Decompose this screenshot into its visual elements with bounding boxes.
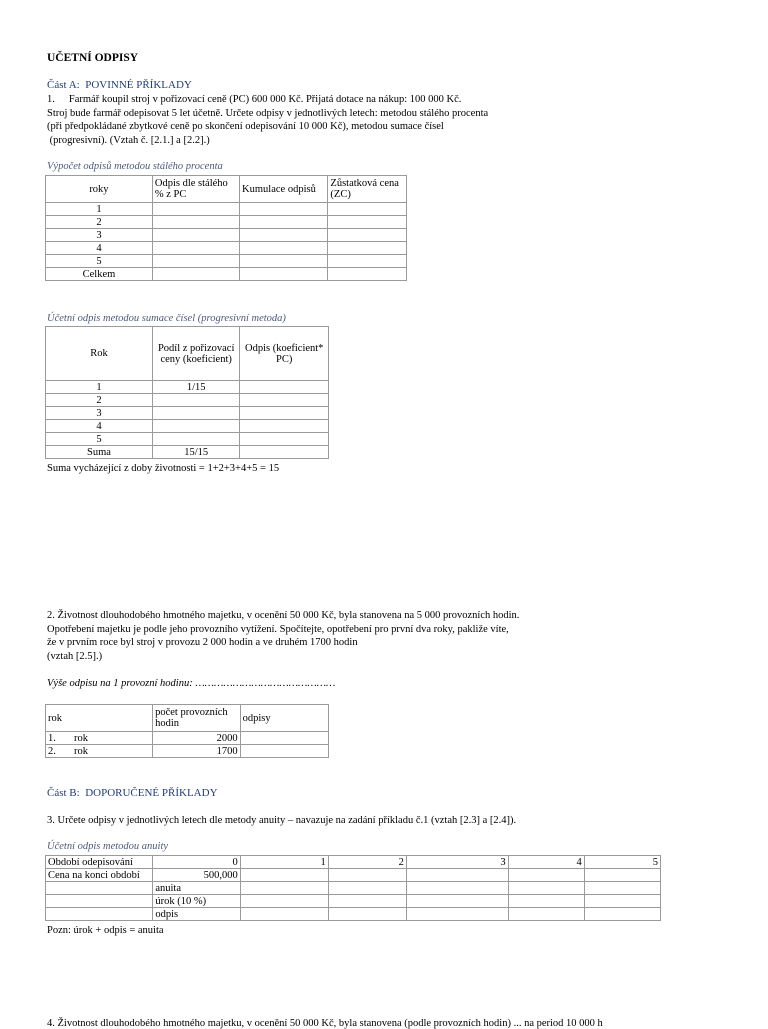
table-cell[interactable] [240,255,328,268]
table-cell [46,908,153,921]
row-number: 2. [48,745,56,757]
table-cell[interactable] [152,407,240,420]
exercise-4-text-cut: 4. Životnost dlouhodobého hmotného majetku, v ocenění 50 000 Kč, byla stanovena (podle provozních hodin) ... na period 10 000 h [47,1018,603,1029]
part-b-heading [47,787,218,799]
table-row [46,446,329,459]
table-cell[interactable] [328,882,406,895]
table-row [46,255,407,268]
table-row [46,869,661,882]
exercise-2-text [47,609,519,663]
table-cell: Období odepisování [46,856,153,869]
table-cell: 15/15 [152,446,240,459]
part-b-title: DOPORUČENÉ PŘÍKLADY [85,787,218,799]
table-cell[interactable] [406,908,508,921]
exercise-2-line-4: (vztah [2.5].) [47,650,103,662]
row-label: rok [74,745,88,757]
table-cell[interactable] [328,908,406,921]
table-cell: 500,000 [153,869,240,882]
table-cell[interactable] [240,869,328,882]
exercise-2-line-3: že v prvním roce byl stroj v provozu 2 000 hodin a ve druhém 1700 hodin [47,637,358,648]
table-cell[interactable] [240,242,328,255]
table-cell: odpis [153,908,240,921]
table-cell[interactable] [328,203,407,216]
table-cell: 5 [46,255,153,268]
table-cell: 1700 [153,745,241,758]
row-number: 1. [48,732,56,744]
table-row [46,420,329,433]
table-cell[interactable] [152,420,240,433]
table-cell[interactable] [328,255,407,268]
table-cell [46,882,153,895]
part-a-title: POVINNÉ PŘÍKLADY [85,79,192,91]
table-header: odpisy [240,705,328,732]
table-cell[interactable] [240,446,329,459]
table-cell[interactable] [508,895,584,908]
table-cell[interactable] [328,216,407,229]
table-cell [46,732,153,745]
table-header: Rok [46,327,153,381]
table-cell: Suma [46,446,153,459]
table-cell: 5 [584,856,660,869]
table-cell: Celkem [46,268,153,281]
table-cell[interactable] [152,255,239,268]
table-cell: 1/15 [152,381,240,394]
exercise-1-line-2: Stroj bude farmář odepisovat 5 let účetně. Určete odpisy v jednotlivých letech: metodou stálého procenta [47,107,489,119]
table-header: Odpis dle stálého % z PC [152,176,239,203]
table-cell[interactable] [240,732,328,745]
table-cell[interactable] [240,745,328,758]
table-cell[interactable] [152,433,240,446]
table-row [46,216,407,229]
table-row [46,394,329,407]
table-header: rok [46,705,153,732]
table-cell: 2 [46,216,153,229]
table-cell: 2 [46,394,153,407]
table-row [46,203,407,216]
table-cell[interactable] [508,882,584,895]
table-cell[interactable] [240,381,329,394]
exercise-3-text: 3. Určete odpisy v jednotlivých letech dle metody anuity – navazuje na zadání příkladu č.1 (vztah [2.3] a [2.4]). [47,815,517,826]
table-cell[interactable] [152,229,239,242]
table-cell: 3 [406,856,508,869]
constant-percentage-table [45,175,407,281]
table-header: počet provozních hodin [153,705,241,732]
table-cell: 1 [46,381,153,394]
table-cell [46,895,153,908]
table-cell: 4 [508,856,584,869]
table-cell[interactable] [240,268,328,281]
row-label: rok [74,732,88,744]
table-row [46,882,661,895]
table-2-note: Suma vycházející z doby životnosti = 1+2+3+4+5 = 15 [47,463,280,474]
table-cell [46,745,153,758]
part-a-prefix: Část A: [47,79,80,91]
table-cell[interactable] [406,869,508,882]
table-cell[interactable] [406,895,508,908]
table-row [46,268,407,281]
table-cell: 1 [46,203,153,216]
table-cell[interactable] [152,203,239,216]
operating-hours-table [45,704,329,758]
part-b-prefix: Část B: [47,787,80,799]
exercise-1-number: 1. [47,94,55,105]
table-cell[interactable] [584,895,660,908]
table-cell: 3 [46,229,153,242]
table-cell[interactable] [328,268,407,281]
table-cell[interactable] [584,908,660,921]
table-cell[interactable] [240,420,329,433]
exercise-2-line-2: Opotřebení majetku je podle jeho provozního vytížení. Spočítejte, opotřebení pro první dva roky, pakliže víte, [47,623,509,635]
table-cell: 2000 [153,732,241,745]
table-cell[interactable] [584,882,660,895]
table-1-caption: Výpočet odpisů metodou stálého procenta [47,161,223,172]
table-cell: Cena na konci období [46,869,153,882]
part-a-heading [47,79,192,91]
table-cell[interactable] [240,908,328,921]
annuity-table [45,855,661,921]
table-row [46,242,407,255]
table-cell[interactable] [328,869,406,882]
table-header: Kumulace odpisů [240,176,328,203]
table-cell[interactable] [406,882,508,895]
rate-per-hour-label: Výše odpisu na 1 provozní hodinu: ……………………………………… [47,678,336,689]
table-row [46,856,661,869]
table-cell: úrok (10 %) [153,895,240,908]
table-cell: 1 [240,856,328,869]
table-cell[interactable] [152,242,239,255]
table-cell[interactable] [240,895,328,908]
table-cell[interactable] [328,895,406,908]
table-cell[interactable] [240,882,328,895]
table-cell: 2 [328,856,406,869]
table-cell: anuita [153,882,240,895]
table-cell[interactable] [584,869,660,882]
table-cell[interactable] [508,869,584,882]
table-cell[interactable] [240,433,329,446]
table-row [46,229,407,242]
table-cell[interactable] [240,407,329,420]
table-cell[interactable] [152,394,240,407]
table-cell[interactable] [152,216,239,229]
table-cell[interactable] [152,268,239,281]
table-header: Podíl z pořizovací ceny (koeficient) [152,327,240,381]
table-4-note: Pozn: úrok + odpis = anuita [47,925,164,936]
exercise-1-line-1: Farmář koupil stroj v pořizovací ceně (PC) 600 000 Kč. Přijatá dotace na nákup: 100 000 Kč. [68,94,462,105]
document-title: UČETNÍ ODPISY [47,52,139,64]
table-row [46,732,329,745]
exercise-1-line-4: (progresivní). (Vztah č. [2.1.] a [2.2].) [47,134,210,146]
table-cell: 3 [46,407,153,420]
table-cell[interactable] [508,908,584,921]
table-cell[interactable] [240,394,329,407]
table-row [46,895,661,908]
exercise-1-line-3: (při předpokládané zbytkové ceně po skončení odepisování 10 000 Kč), metodou sumace čísel [47,121,444,132]
table-cell[interactable] [328,242,407,255]
table-cell: 5 [46,433,153,446]
table-row [46,745,329,758]
table-cell: 0 [153,856,240,869]
exercise-2-line-1: 2. Životnost dlouhodobého hmotného majetku, v ocenění 50 000 Kč, byla stanovena na 5 000 provozních hodin. [47,610,520,621]
table-row [46,433,329,446]
exercise-1-text [47,93,488,147]
table-cell: 4 [46,242,153,255]
table-row [46,908,661,921]
table-header: roky [46,176,153,203]
table-header: Odpis (koeficient* PC) [240,327,329,381]
table-row [46,381,329,394]
sum-of-digits-table [45,326,329,459]
table-cell[interactable] [328,229,407,242]
table-cell[interactable] [240,203,328,216]
table-cell: 4 [46,420,153,433]
table-4-caption: Účetní odpis metodou anuity [47,841,169,852]
table-row [46,407,329,420]
table-header: Zůstatková cena (ZC) [328,176,407,203]
table-cell[interactable] [240,216,328,229]
table-cell[interactable] [240,229,328,242]
table-2-caption: Účetní odpis metodou sumace čísel (progresivní metoda) [47,313,286,324]
